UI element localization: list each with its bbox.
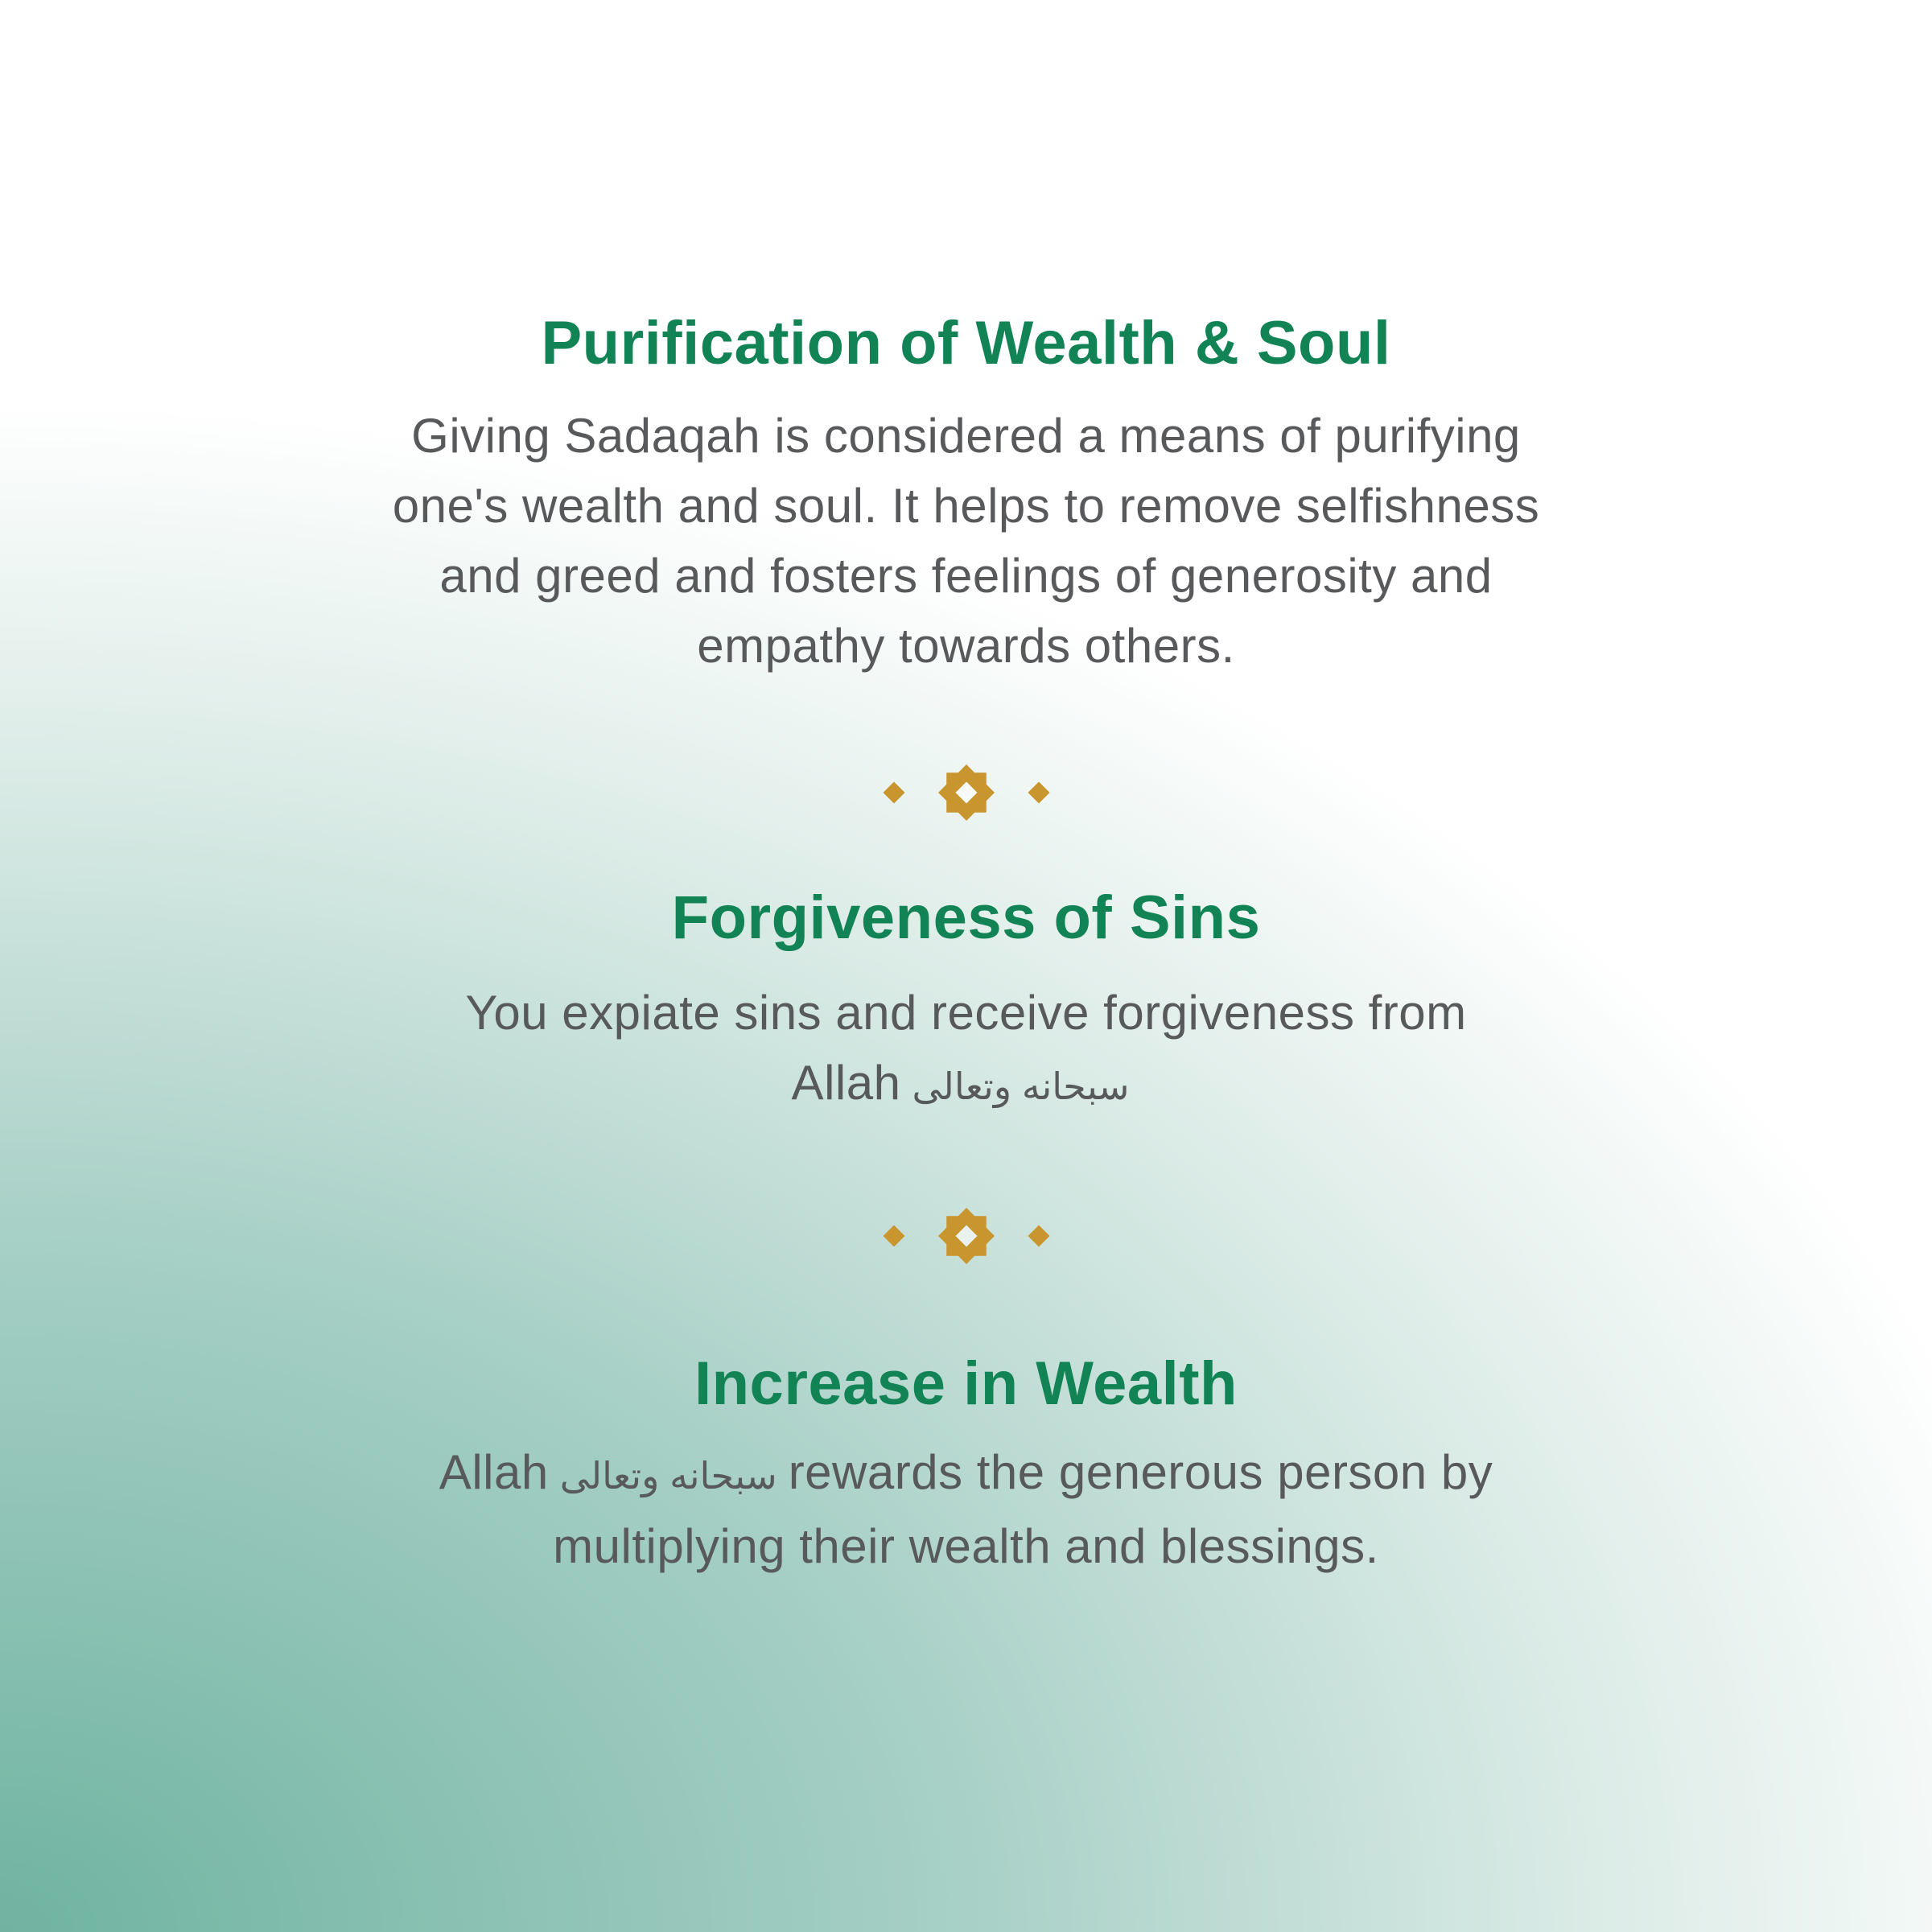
diamond-icon [883, 1226, 904, 1247]
section-body [0, 1437, 1932, 1581]
allah-text: Allah [791, 1056, 901, 1110]
arabic-honorific: سبحانه وتعالى [912, 1065, 1130, 1107]
section-heading: Purification of Wealth & Soul [541, 309, 1391, 377]
diamond-icon [1028, 1226, 1049, 1247]
body-line: and greed and fosters feelings of generosity and [439, 549, 1493, 603]
section-body [0, 978, 1932, 1122]
body-line: empathy towards others. [697, 619, 1235, 673]
body-line: You expiate sins and receive forgiveness from [465, 986, 1467, 1040]
body-line: multiplying their wealth and blessings. [553, 1519, 1379, 1573]
ornament-divider [870, 1200, 1063, 1272]
arabic-honorific: سبحانه وتعالى [559, 1455, 777, 1497]
benefit-section-purification [0, 308, 1932, 681]
benefit-section-increase [0, 1349, 1932, 1581]
section-heading: Increase in Wealth [694, 1349, 1238, 1418]
benefit-section-forgiveness [0, 883, 1932, 1122]
diamond-icon [1028, 782, 1049, 804]
section-body [0, 401, 1932, 681]
allah-text: Allah [439, 1445, 549, 1499]
body-line: one's wealth and soul. It helps to remove selfishness [392, 479, 1540, 533]
body-line [0, 1437, 1932, 1511]
ornament-divider [870, 756, 1063, 829]
diamond-icon [883, 782, 904, 804]
body-line [0, 1048, 1932, 1122]
body-line-rest: rewards the generous person by [788, 1445, 1493, 1499]
body-line: Giving Sadaqah is considered a means of purifying [411, 409, 1521, 463]
star-icon [937, 764, 994, 821]
section-heading: Forgiveness of Sins [671, 884, 1261, 952]
star-icon [937, 1208, 994, 1264]
